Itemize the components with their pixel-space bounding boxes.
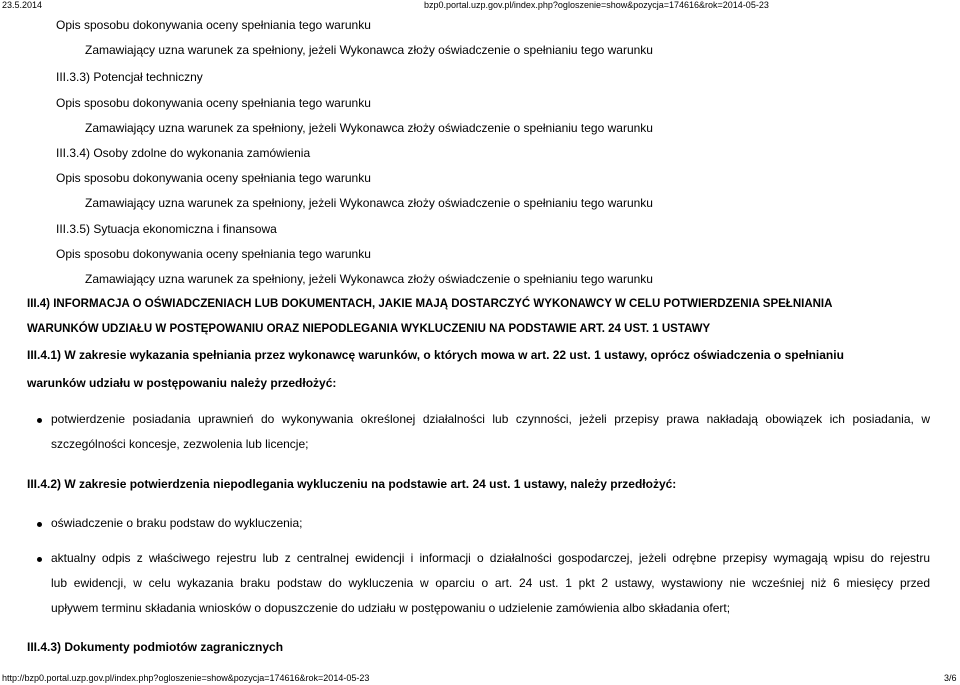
s42-bullet1: oświadczenie o braku podstaw do wykluczenia; [51, 516, 303, 530]
section-text: Zamawiający uzna warunek za spełniony, jeżeli Wykonawca złoży oświadczenie o spełnianiu tego warunku [85, 272, 653, 286]
section-text: Zamawiający uzna warunek za spełniony, jeżeli Wykonawca złoży oświadczenie o spełnianiu tego warunku [85, 196, 653, 210]
print-date: 23.5.2014 [2, 0, 43, 10]
print-url: bzp0.portal.uzp.gov.pl/index.php?ogloszenie=show&pozycja=174616&rok=2014-05-23 [424, 0, 769, 10]
s42-bullet2-line3: upływem terminu składania wniosków o dopuszczenie do udziału w postępowaniu o udzielenie zamówienia albo składania ofert; [51, 601, 731, 615]
section-heading: Opis sposobu dokonywania oceny spełniania tego warunku [56, 247, 371, 261]
section-title-sytuacja: III.3.5) Sytuacja ekonomiczna i finansowa [56, 222, 277, 236]
section-heading: Opis sposobu dokonywania oceny spełniania tego warunku [56, 171, 371, 185]
section-text: Zamawiający uzna warunek za spełniony, jeżeli Wykonawca złoży oświadczenie o spełnianiu tego warunku [85, 121, 653, 135]
section-heading: Opis sposobu dokonywania oceny spełniania tego warunku [56, 96, 371, 110]
s42-bullet2-line2: lub ewidencji, w celu wykazania braku podstaw do wykluczenia w oparciu o art. 24 ust. 1 pkt 2 ustawy, wystawiony nie wcześniej niż 6 miesięcy przed [51, 576, 930, 590]
s42-title: III.4.2) W zakresie potwierdzenia niepodlegania wykluczeniu na podstawie art. 24 ust. 1 ustawy, należy przedłożyć: [27, 477, 677, 491]
page-number: 3/6 [944, 673, 957, 683]
s41-line1: III.4.1) W zakresie wykazania spełniania przez wykonawcę warunków, o których mowa w art. 22 ust. 1 ustawy, oprócz oświadczenia o spełnianiu [27, 348, 844, 362]
footer-url: http://bzp0.portal.uzp.gov.pl/index.php?ogloszenie=show&pozycja=174616&rok=2014-05-23 [2, 673, 370, 683]
section-title-potencjal: III.3.3) Potencjał techniczny [56, 70, 203, 84]
s41-bullet1-line1: potwierdzenie posiadania uprawnień do wykonywania określonej działalności lub czynności, jeżeli przepisy prawa nakładają obowiązek ich posiadania, w [51, 412, 930, 426]
section-text: Zamawiający uzna warunek za spełniony, jeżeli Wykonawca złoży oświadczenie o spełnianiu tego warunku [85, 43, 653, 57]
section-heading: Opis sposobu dokonywania oceny spełniania tego warunku [56, 18, 371, 32]
bullet-dot [37, 557, 42, 562]
s43-title: III.4.3) Dokumenty podmiotów zagranicznych [27, 640, 284, 654]
s42-bullet2-line1: aktualny odpis z właściwego rejestru lub z centralnej ewidencji i informacji o działalności gospodarczej, jeżeli odrębne przepisy wymagają wpisu do rejestru [51, 551, 930, 565]
s41-bullet1-line2: szczególności koncesje, zezwolenia lub licencje; [51, 437, 309, 451]
bullet-dot [37, 418, 42, 423]
section-title-osoby: III.3.4) Osoby zdolne do wykonania zamówienia [56, 146, 311, 160]
info-heading-line2: WARUNKÓW UDZIAŁU W POSTĘPOWANIU ORAZ NIEPODLEGANIA WYKLUCZENIU NA PODSTAWIE ART. 24 UST. 1 USTAWY [27, 323, 711, 335]
s41-line2: warunków udziału w postępowaniu należy przedłożyć: [27, 376, 337, 390]
bullet-dot [37, 522, 42, 527]
info-heading-line1: III.4) INFORMACJA O OŚWIADCZENIACH LUB DOKUMENTACH, JAKIE MAJĄ DOSTARCZYĆ WYKONAWCY W CELU POTWIERDZENIA SPEŁNIANIA [27, 298, 833, 310]
